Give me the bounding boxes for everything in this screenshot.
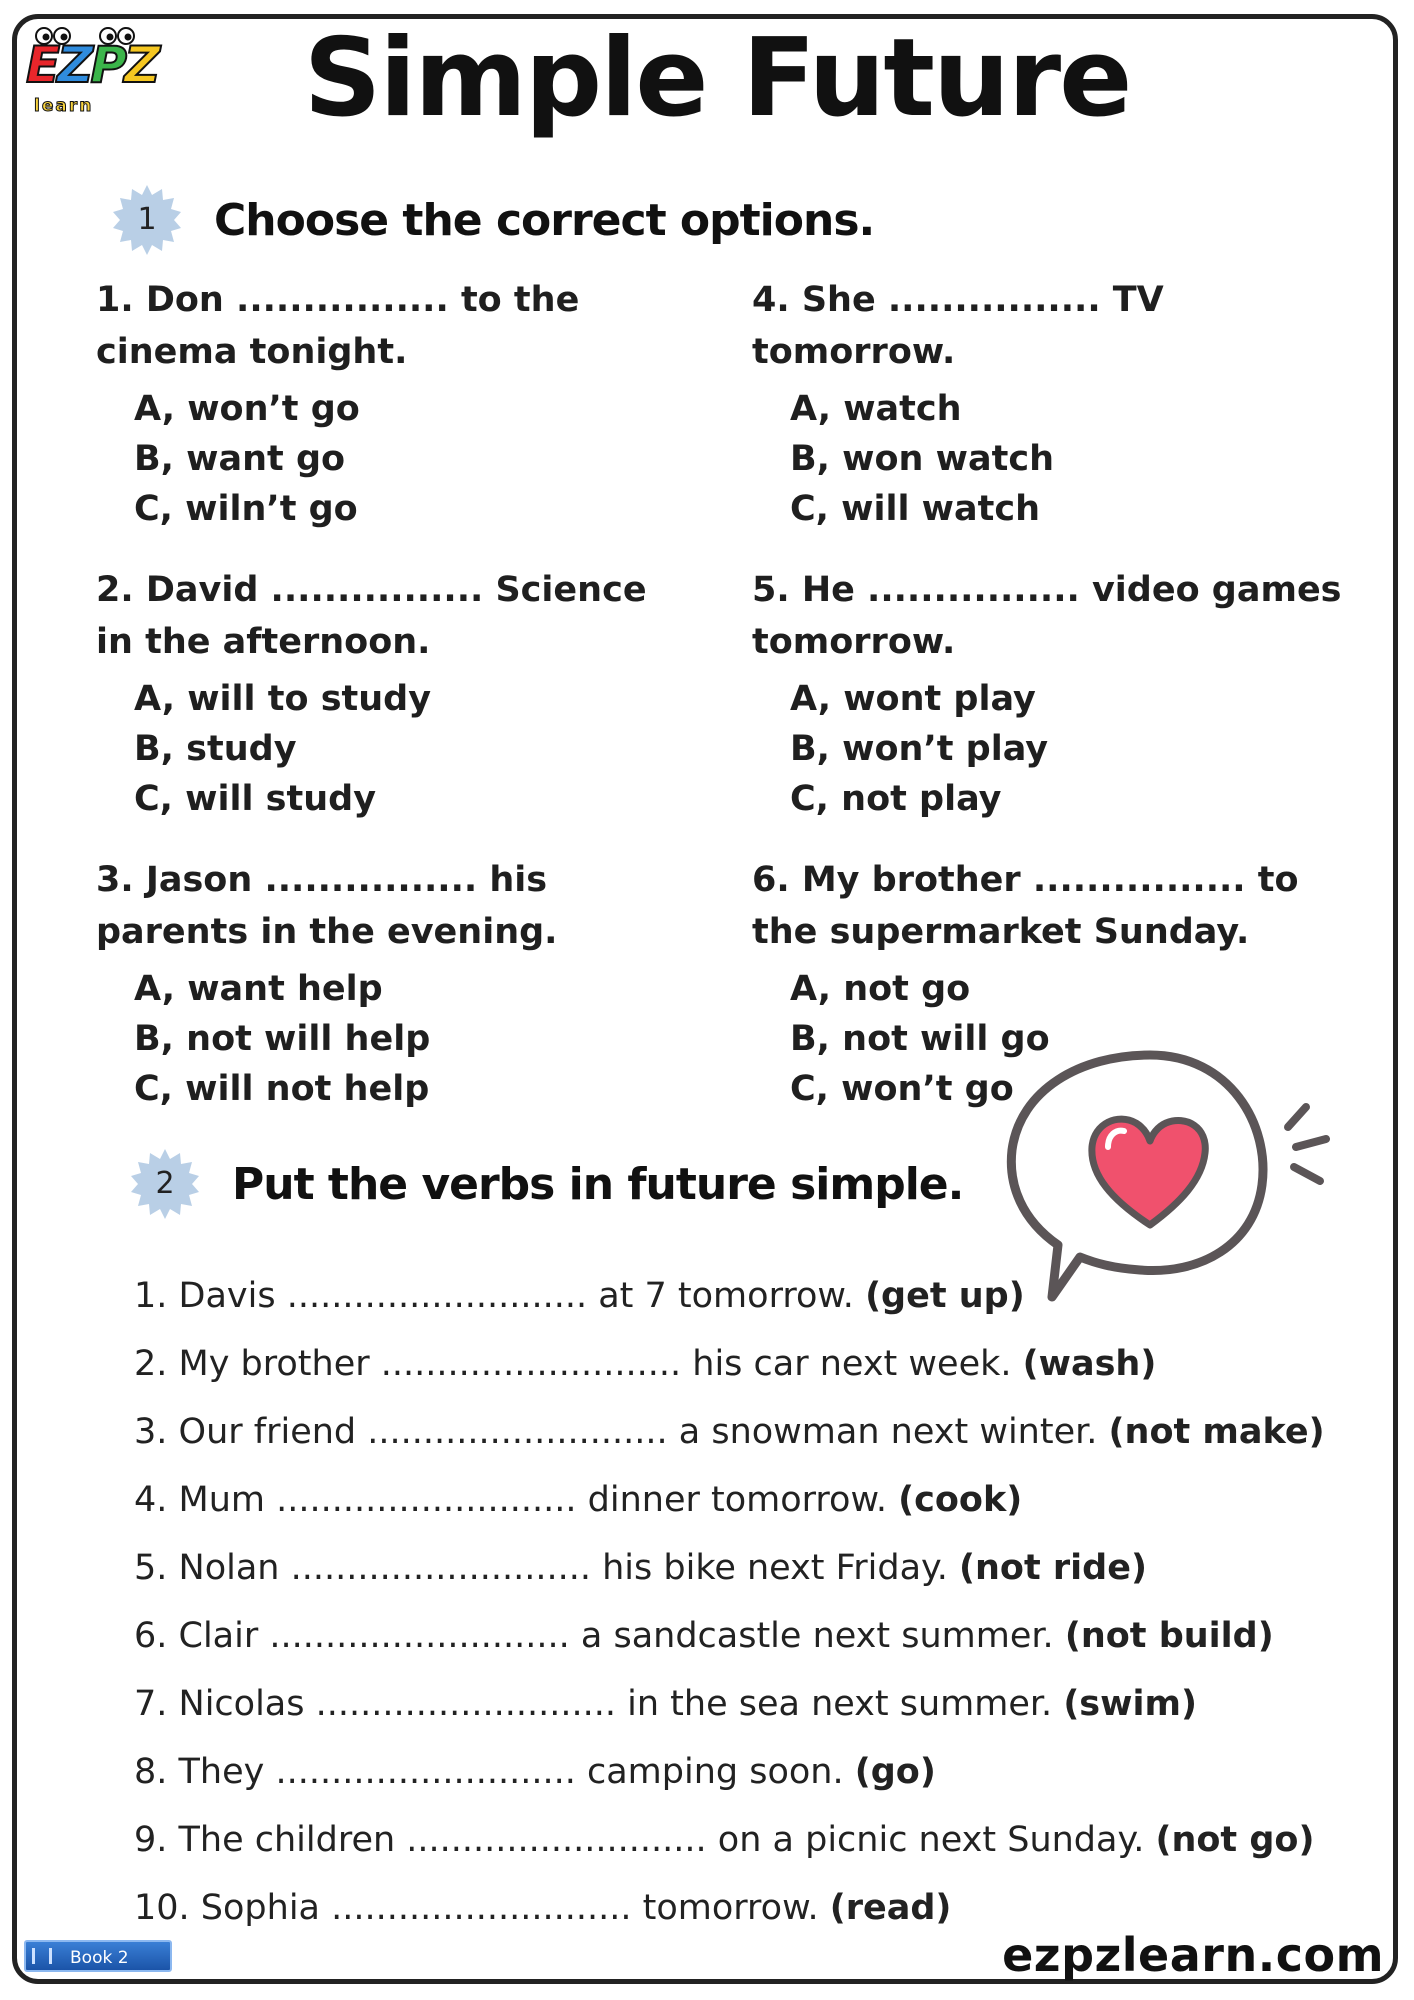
question [752, 564, 1342, 824]
option: B, not will go [790, 1019, 1050, 1059]
sentence [134, 1534, 1334, 1602]
site-url[interactable]: ezpzlearn.com [1002, 1928, 1384, 1982]
page-title: Simple Future [303, 16, 1131, 141]
question-stem: 6. My brother ................ to the supermarket Sunday. [752, 860, 1299, 952]
verb-hint: (read) [829, 1888, 952, 1928]
book-badge: Book 2 [24, 1940, 172, 1972]
sentence [134, 1738, 1334, 1806]
verb-hint: (not go) [1155, 1820, 1315, 1860]
section-number: 1 [137, 202, 157, 237]
logo-letter: Z [57, 36, 91, 94]
verb-hint: (not build) [1064, 1616, 1274, 1656]
question-stem: 2. David ................ Science in the afternoon. [96, 570, 647, 662]
logo-letter: Z [124, 36, 158, 94]
option: C, will watch [790, 489, 1041, 529]
section-number: 2 [155, 1166, 175, 1201]
sentence [134, 1806, 1334, 1874]
sentence-text: 5. Nolan ........................... his bike next Friday. [134, 1548, 948, 1588]
sentence-text: 10. Sophia ........................... tomorrow. [134, 1888, 819, 1928]
sentence [134, 1670, 1334, 1738]
logo-letter: P [90, 36, 125, 94]
sentence-text: 3. Our friend ........................... a snowman next winter. [134, 1412, 1098, 1452]
option: A, watch [790, 389, 962, 429]
option: B, not will help [134, 1019, 431, 1059]
option: A, not go [790, 969, 971, 1009]
option: B, won’t play [790, 729, 1049, 769]
question-stem: 4. She ................ TV tomorrow. [752, 280, 1164, 372]
verb-hint: (not ride) [959, 1548, 1147, 1588]
section-title: Put the verbs in future simple. [232, 1158, 964, 1210]
verb-hint: (not make) [1108, 1412, 1325, 1452]
section1-header [110, 183, 874, 257]
option: C, will study [134, 779, 377, 819]
sentence-text: 7. Nicolas ........................... in the sea next summer. [134, 1684, 1053, 1724]
verb-hint: (get up) [865, 1276, 1025, 1316]
sentence [134, 1330, 1334, 1398]
section-number-badge [110, 183, 184, 257]
verb-hint: (wash) [1022, 1344, 1157, 1384]
option: B, won watch [790, 439, 1054, 479]
sentence [134, 1262, 1334, 1330]
option: C, wiln’t go [134, 489, 358, 529]
question-stem: 1. Don ................ to the cinema tonight. [96, 280, 580, 372]
sentence-text: 8. They ........................... camping soon. [134, 1752, 844, 1792]
section2-header [128, 1147, 963, 1221]
sentence [134, 1398, 1334, 1466]
question [96, 854, 686, 1114]
sentence [134, 1466, 1334, 1534]
logo-sub: learn [34, 96, 94, 116]
sentence-text: 2. My brother ........................... his car next week. [134, 1344, 1012, 1384]
sentence-text: 1. Davis ........................... at 7 tomorrow. [134, 1276, 854, 1316]
option: A, will to study [134, 679, 432, 719]
option: A, won’t go [134, 389, 360, 429]
option: A, wont play [790, 679, 1036, 719]
sentence-text: 4. Mum ........................... dinner tomorrow. [134, 1480, 887, 1520]
logo-letter: E [26, 36, 58, 94]
sentence-text: 9. The children ........................... on a picnic next Sunday. [134, 1820, 1145, 1860]
section-title: Choose the correct options. [214, 194, 875, 246]
option: B, study [134, 729, 297, 769]
question [96, 564, 686, 824]
section-number-badge [128, 1147, 202, 1221]
option: C, won’t go [790, 1069, 1014, 1109]
sentence-text: 6. Clair ........................... a sandcastle next summer. [134, 1616, 1054, 1656]
option: B, want go [134, 439, 346, 479]
verb-hint: (cook) [898, 1480, 1023, 1520]
sentence [134, 1602, 1334, 1670]
question [96, 274, 686, 534]
option: C, will not help [134, 1069, 430, 1109]
question-stem: 5. He ................ video games tomorrow. [752, 570, 1342, 662]
sentence-list [134, 1262, 1334, 1942]
verb-hint: (go) [854, 1752, 936, 1792]
option: C, not play [790, 779, 1002, 819]
question-stem: 3. Jason ................ his parents in the evening. [96, 860, 558, 952]
option: A, want help [134, 969, 383, 1009]
verb-hint: (swim) [1063, 1684, 1197, 1724]
question [752, 274, 1342, 534]
